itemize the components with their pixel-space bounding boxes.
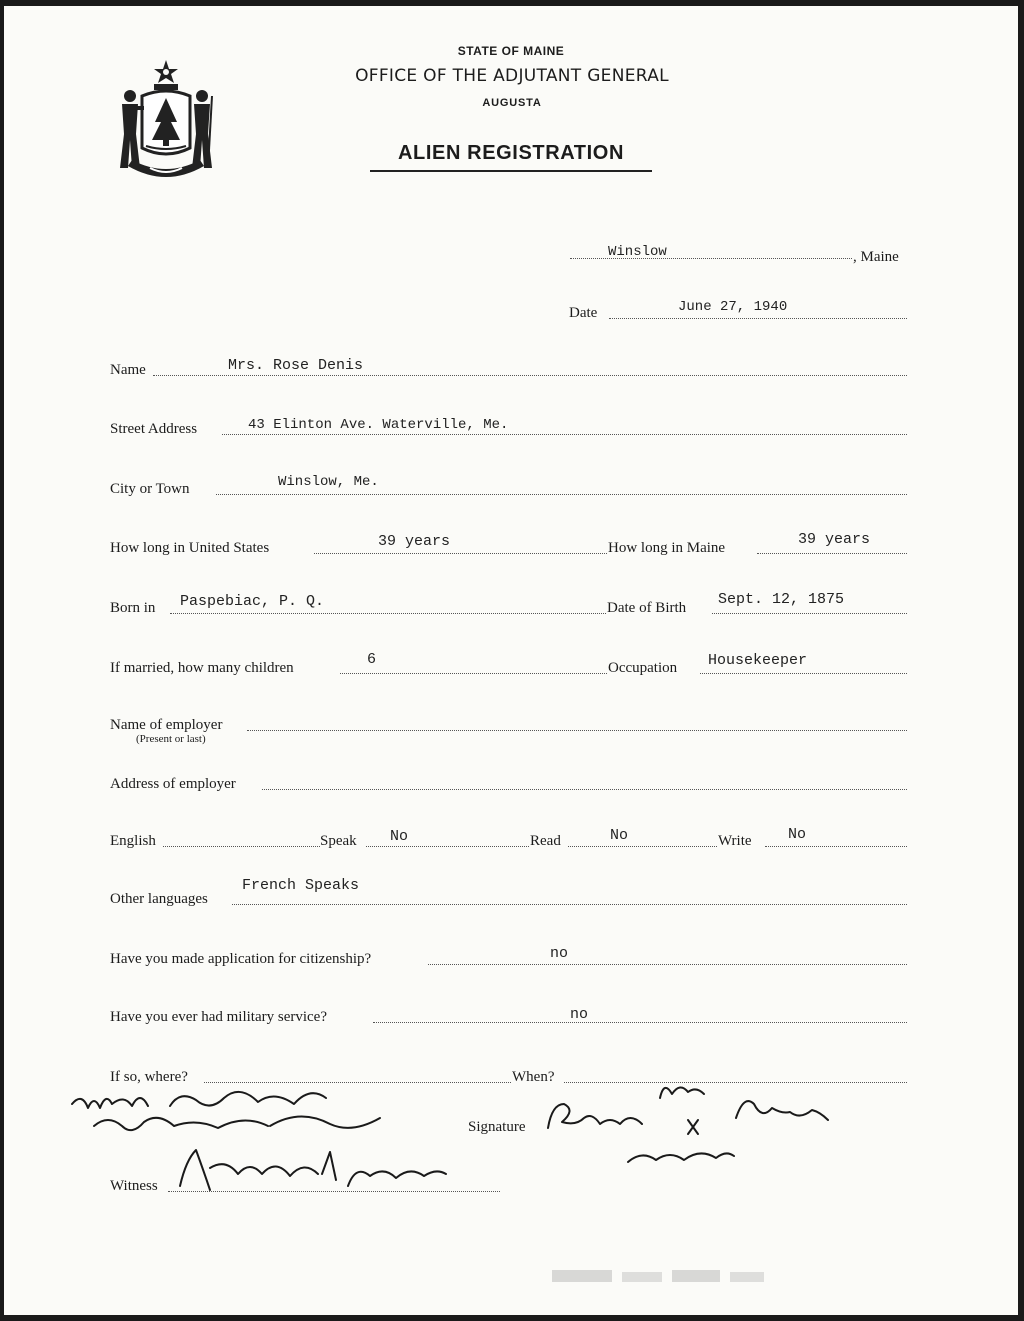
birth-date-label: Date of Birth bbox=[607, 600, 687, 616]
witness-label: Witness bbox=[110, 1178, 158, 1194]
when-line bbox=[564, 1082, 907, 1083]
name-value[interactable]: Mrs. Rose Denis bbox=[228, 357, 364, 374]
header-state: STATE OF MAINE bbox=[457, 44, 565, 58]
military-line bbox=[373, 1022, 907, 1023]
date-label: Date bbox=[569, 305, 598, 321]
city-line bbox=[216, 494, 907, 495]
employer-label: Name of employer bbox=[110, 717, 223, 733]
faint-stamp-smudge bbox=[548, 1264, 788, 1290]
name-label: Name bbox=[110, 362, 146, 378]
date-line bbox=[609, 318, 907, 319]
speak-value[interactable]: No bbox=[390, 828, 409, 845]
header-office: OFFICE OF THE ADJUTANT GENERAL bbox=[355, 66, 669, 86]
maine-duration-label: How long in Maine bbox=[608, 540, 726, 556]
title-underline bbox=[370, 170, 652, 172]
us-duration-label: How long in United States bbox=[110, 540, 270, 556]
other-languages-line bbox=[232, 904, 907, 905]
english-line bbox=[163, 846, 320, 847]
citizenship-label: Have you made application for citizenship? bbox=[110, 951, 372, 967]
born-value[interactable]: Paspebiac, P. Q. bbox=[180, 593, 325, 610]
write-line bbox=[765, 846, 907, 847]
english-label: English bbox=[110, 833, 156, 849]
citizenship-value[interactable]: no bbox=[550, 945, 569, 962]
employer-sublabel: (Present or last) bbox=[136, 733, 206, 745]
city-value[interactable]: Winslow, Me. bbox=[278, 474, 379, 490]
place-suffix: , Maine bbox=[853, 249, 899, 265]
witness-line bbox=[168, 1191, 500, 1192]
us-duration-value[interactable]: 39 years bbox=[378, 533, 451, 550]
occupation-line bbox=[700, 673, 907, 674]
where-label: If so, where? bbox=[110, 1069, 188, 1085]
when-label: When? bbox=[512, 1069, 555, 1085]
other-languages-value[interactable]: French Speaks bbox=[242, 877, 360, 894]
military-value[interactable]: no bbox=[570, 1006, 589, 1023]
write-label: Write bbox=[718, 833, 752, 849]
other-languages-label: Other languages bbox=[110, 891, 208, 907]
employer-address-label: Address of employer bbox=[110, 776, 236, 792]
form-title: ALIEN REGISTRATION bbox=[398, 142, 624, 164]
maine-duration-value[interactable]: 39 years bbox=[798, 531, 871, 548]
where-line bbox=[204, 1082, 511, 1083]
maine-duration-line bbox=[757, 553, 907, 554]
date-value[interactable]: June 27, 1940 bbox=[678, 299, 788, 315]
occupation-value[interactable]: Housekeeper bbox=[708, 652, 808, 669]
birth-date-line bbox=[712, 613, 907, 614]
read-value[interactable]: No bbox=[610, 827, 629, 844]
street-line bbox=[222, 434, 907, 435]
read-label: Read bbox=[530, 833, 561, 849]
header-city: AUGUSTA bbox=[482, 97, 542, 109]
born-label: Born in bbox=[110, 600, 156, 616]
speak-label: Speak bbox=[320, 833, 357, 849]
employer-address-line bbox=[262, 789, 907, 790]
write-value[interactable]: No bbox=[788, 826, 807, 843]
employer-line bbox=[247, 730, 907, 731]
children-value[interactable]: 6 bbox=[367, 651, 377, 668]
signature-label: Signature bbox=[468, 1119, 526, 1135]
place-value[interactable]: Winslow bbox=[608, 244, 667, 260]
birth-date-value[interactable]: Sept. 12, 1875 bbox=[718, 591, 845, 608]
read-line bbox=[568, 846, 717, 847]
speak-line bbox=[366, 846, 529, 847]
street-label: Street Address bbox=[110, 421, 198, 437]
citizenship-line bbox=[428, 964, 907, 965]
children-label: If married, how many children bbox=[110, 660, 294, 676]
us-duration-line bbox=[314, 553, 607, 554]
born-line bbox=[170, 613, 606, 614]
children-line bbox=[340, 673, 607, 674]
occupation-label: Occupation bbox=[608, 660, 678, 676]
name-line bbox=[153, 375, 907, 376]
street-value[interactable]: 43 Elinton Ave. Waterville, Me. bbox=[248, 417, 509, 433]
military-label: Have you ever had military service? bbox=[110, 1009, 327, 1025]
city-label: City or Town bbox=[110, 481, 190, 497]
